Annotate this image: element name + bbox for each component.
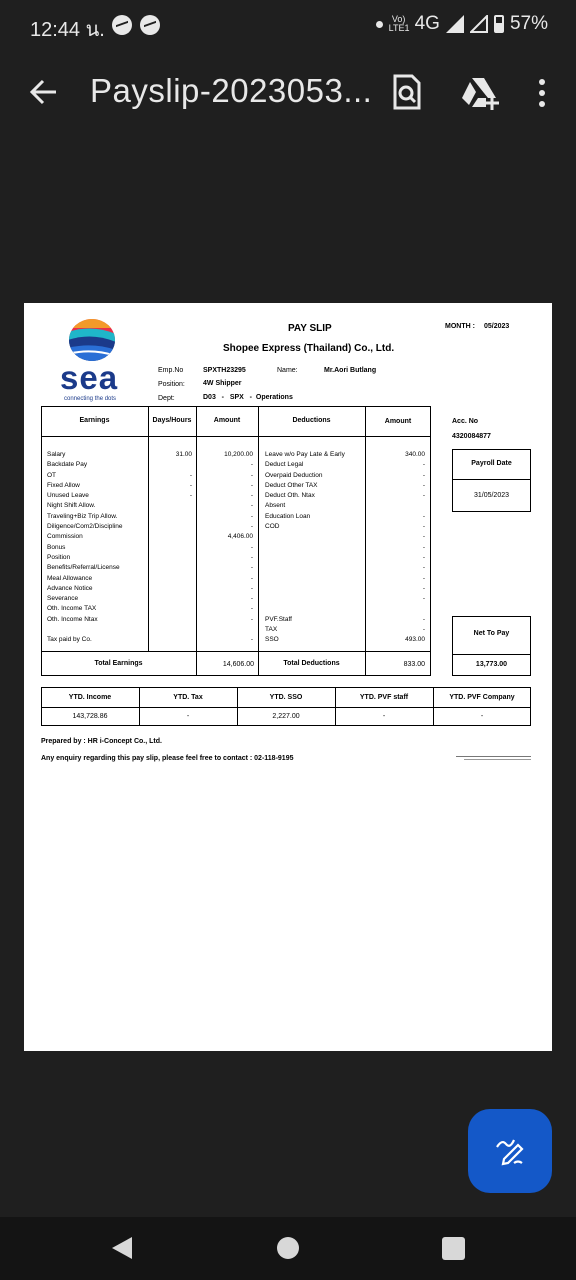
earning-days [150,635,192,645]
earning-days [150,615,192,625]
deduction-amount: - [422,481,425,489]
deduction-label: Absent [265,502,286,510]
earning-amount: - [250,543,253,551]
deduction-label: Overpaid Deduction [265,471,323,479]
earnings-days [150,450,192,646]
earning-amount: 10,200.00 [224,451,253,458]
amount-header: Amount [213,417,241,424]
deduction-amount: - [422,626,425,634]
earning-label: Diligence/Com2/Discipline [47,523,123,531]
month-value: 05/2023 [484,323,510,330]
earning-amount: - [250,564,253,572]
earning-days [150,532,192,542]
deduction-amount: - [422,533,425,541]
dept-value: D03 - SPX - Operations [203,394,293,401]
deduction-label: COD [265,523,280,531]
amount-header: Amount [384,418,412,425]
deduction-amount [367,604,425,614]
earning-amount: - [250,502,253,510]
table-divider [41,707,531,708]
dept-label: Dept: [158,395,175,402]
deduction-label [265,584,363,594]
earning-amount: - [250,636,253,644]
messenger-icon [112,15,132,35]
earning-days [150,553,192,563]
deduction-label [265,594,363,604]
earning-label: Position [47,553,71,561]
deduction-amount: 340.00 [405,451,425,458]
total-earnings-label: Total Earnings [94,660,143,667]
earning-amount: - [250,584,253,592]
deduction-label [265,553,363,563]
earning-label: Bonus [47,543,66,551]
earnings-amounts [198,450,253,646]
table-divider [148,406,149,651]
position-label: Position: [158,381,185,388]
battery-level: 57% [509,13,548,34]
nav-recents-icon[interactable] [442,1237,465,1260]
table-divider [365,406,366,676]
earning-days [150,563,192,573]
payroll-date-box [452,449,531,512]
nav-home-icon[interactable] [277,1237,299,1259]
earnings-header: Earnings [79,417,110,424]
ytd-value: 143,728.86 [72,713,108,720]
deduction-amount: - [422,595,425,603]
messenger-icon [140,15,160,35]
earning-amount: - [250,605,253,613]
earning-label: Severance [47,595,79,603]
earning-days [150,501,192,511]
deduction-label [265,563,363,573]
earning-amount: - [250,523,253,531]
table-divider [41,436,431,437]
ytd-header: YTD. SSO [269,694,303,701]
table-divider [335,687,336,726]
network-type: 4G [414,13,440,34]
earning-days [150,625,192,635]
payroll-date-label: Payroll Date [471,460,512,467]
logo-tagline: connecting the dots [64,396,117,402]
deduction-amount: - [422,543,425,551]
enquiry-note: Any enquiry regarding this pay slip, please feel free to contact : 02-118-9195 [41,755,294,762]
signal-icon [446,15,464,33]
deduction-amount: - [422,615,425,623]
acc-no-value: 4320084877 [452,433,491,440]
deduction-label [265,532,363,542]
deduction-amount: - [422,574,425,582]
deduction-label: TAX [265,626,278,634]
earning-days: - [189,492,192,500]
ytd-value: 2,227.00 [272,713,300,720]
earning-label: Oth. Income TAX [47,605,97,613]
deduction-label: Deduct Oth. Ntax [265,492,315,500]
payroll-date-value: 31/05/2023 [473,492,510,499]
earning-label: OT [47,471,57,479]
deduction-amount: - [422,564,425,572]
deduction-amount: - [422,461,425,469]
nav-back-icon[interactable] [110,1235,134,1261]
earning-label: Oth. Income Ntax [47,615,98,623]
earning-amount [198,625,253,635]
payslip-title: PAY SLIP [288,323,332,334]
deduction-label: Leave w/o Pay Late & Early [265,451,345,458]
earning-label: Benefits/Referral/License [47,564,120,572]
notification-dot-icon [376,21,383,28]
position-value: 4W Shipper [203,380,242,387]
deduction-amount: - [422,512,425,520]
earning-days [150,574,192,584]
table-divider [258,406,259,676]
deduction-amount: - [422,523,425,531]
earning-label: Night Shift Allow. [47,502,96,510]
system-nav-bar [0,1217,576,1280]
volte-icon: Vo) LTE1 [388,14,410,33]
earning-label: Commission [47,533,83,541]
ytd-value: - [186,713,190,720]
deduction-label [265,574,363,584]
app-bar [0,52,576,132]
earning-amount: - [250,595,253,603]
deduction-label: SSO [265,636,279,644]
total-deductions-value: 833.00 [403,661,425,668]
status-time: 12:44 น. [30,19,105,41]
earning-amount: - [250,471,253,479]
earning-days: - [189,471,192,479]
total-deductions-label: Total Deductions [283,660,340,667]
earning-label: Unused Leave [47,492,89,500]
earning-label: Advance Notice [47,584,93,592]
edit-fab-button[interactable] [468,1109,552,1193]
back-arrow-icon[interactable] [28,76,60,108]
search-in-document-icon[interactable] [392,74,422,110]
company-name: Shopee Express (Thailand) Co., Ltd. [223,343,395,354]
month-label: MONTH : [445,323,475,330]
earning-label: Tax paid by Co. [47,636,92,644]
payslip-page [24,303,552,1051]
earning-amount: 4,406.00 [227,533,253,541]
earning-amount: - [250,512,253,520]
earning-days [150,512,192,522]
box-divider [452,654,531,655]
document-title: Payslip-2023053... [90,72,373,109]
emp-no-value: SPXTH23295 [203,367,246,374]
sea-logo-icon [68,318,116,362]
deduction-amount: - [422,584,425,592]
earning-label: Traveling+Biz Trip Allow. [47,512,118,520]
fine-print-line [464,759,531,760]
earning-days [150,594,192,604]
earning-label [47,625,147,635]
earning-amount: - [250,481,253,489]
annotate-pen-icon [494,1135,526,1167]
deduction-label: Education Loan [265,512,311,520]
battery-icon [494,15,504,33]
signal-empty-icon [470,15,488,33]
net-to-pay-value: 13,773.00 [475,661,508,668]
table-divider [41,651,431,652]
earning-days [150,522,192,532]
deduction-label: PVF.Staff [265,615,292,623]
ytd-header: YTD. PVF Company [449,694,515,701]
ytd-value: - [480,713,484,720]
deductions-labels [265,450,363,646]
employee-name: Mr.Aori Butlang [324,367,377,374]
earning-label: Meal Allowance [47,574,93,582]
ytd-header: YTD. Tax [173,694,203,701]
emp-no-label: Emp.No [158,367,184,374]
table-divider [139,687,140,726]
ytd-header: YTD. PVF staff [359,694,409,701]
earning-amount: - [250,574,253,582]
deduction-amount: 493.00 [405,636,425,644]
deduction-label [265,543,363,553]
earning-amount: - [250,492,253,500]
table-divider [196,406,197,676]
status-bar [0,0,576,52]
deductions-amounts [367,450,425,646]
earning-amount: - [250,553,253,561]
box-divider [452,479,531,480]
ytd-value: - [382,713,386,720]
earning-days [150,543,192,553]
table-divider [237,687,238,726]
deduction-amount: - [422,553,425,561]
deduction-amount: - [422,471,425,479]
earning-label: Backdate Pay [47,461,88,469]
days-hours-header: Days/Hours [152,417,192,424]
total-earnings-value: 14,606.00 [222,661,254,668]
deductions-header: Deductions [292,417,331,424]
earning-days [150,604,192,614]
net-to-pay-label: Net To Pay [473,630,510,637]
name-label: Name: [277,367,298,374]
deduction-label [265,604,363,614]
more-options-icon[interactable] [534,78,550,108]
prepared-by: Prepared by : HR i-Concept Co., Ltd. [41,738,162,745]
table-divider [433,687,434,726]
earning-label: Fixed Allow [47,481,80,489]
acc-no-label: Acc. No [452,418,479,425]
ytd-header: YTD. Income [68,694,112,701]
deduction-label: Deduct Other TAX [265,481,318,489]
earning-label: Salary [47,451,66,458]
deduction-amount [367,501,425,511]
deduction-label: Deduct Legal [265,461,304,469]
earnings-labels [47,450,147,646]
earning-amount: - [250,461,253,469]
deduction-amount: - [422,492,425,500]
earning-days [150,584,192,594]
fine-print-line [456,756,531,757]
logo-text: sea [60,359,119,396]
earning-days [150,460,192,470]
earning-amount: - [250,615,253,623]
earning-days: - [189,481,192,489]
earning-days: 31.00 [175,451,192,458]
add-to-drive-icon[interactable] [460,76,500,110]
